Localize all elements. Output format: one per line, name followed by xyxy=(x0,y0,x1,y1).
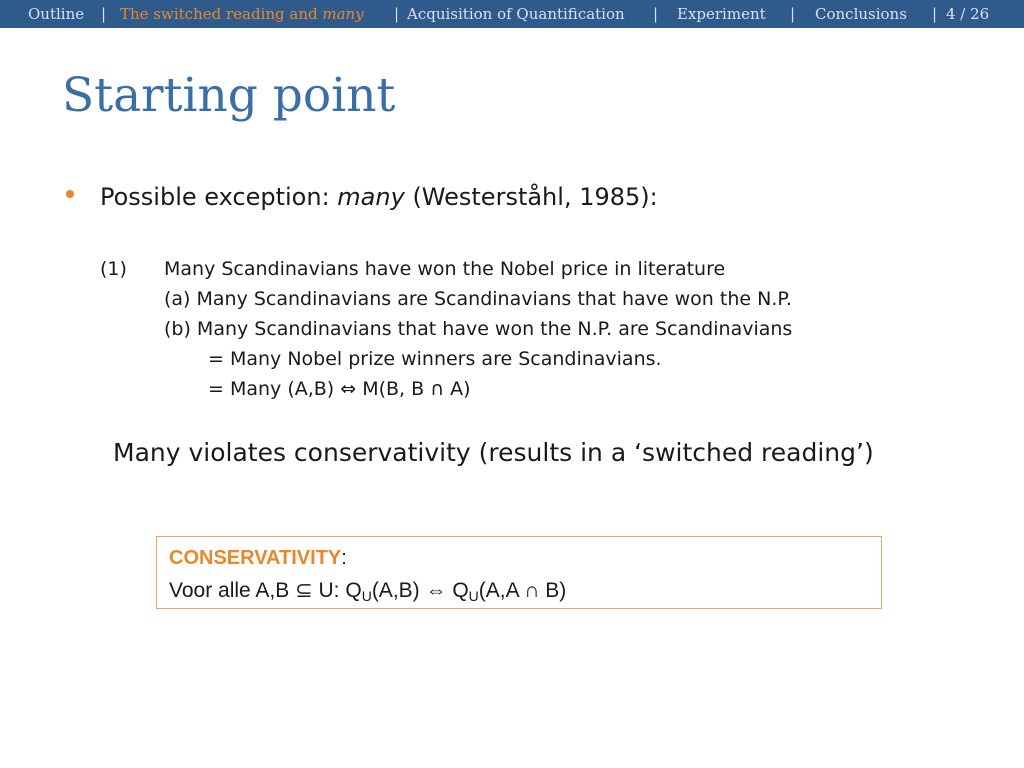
definition-sub-1: U xyxy=(361,588,372,604)
nav-item-outline[interactable]: Outline xyxy=(28,5,85,23)
definition-part-3: (A,A ∩ B) xyxy=(478,579,567,602)
definition-sub-2: U xyxy=(468,588,479,604)
definition-box xyxy=(156,536,882,609)
bullet-text xyxy=(100,183,658,211)
definition-part-1: Voor alle A,B ⊆ U: Q xyxy=(169,579,362,602)
page-counter: 4 / 26 xyxy=(946,5,990,23)
conservativity-claim: Many violates conservativity (results in a ‘switched reading’) xyxy=(113,438,874,467)
definition-formula xyxy=(169,578,566,603)
definition-part-2: (A,B) ⇔ Q xyxy=(371,579,469,602)
bullet-emphasis: many xyxy=(337,183,405,211)
nav-separator: | xyxy=(932,5,938,23)
definition-colon: : xyxy=(341,547,347,569)
section-navbar xyxy=(0,0,1024,28)
nav-switched-prefix: The switched reading and xyxy=(120,5,318,23)
example-sentence: Many Scandinavians have won the Nobel price in literature xyxy=(164,258,726,280)
nav-separator: | xyxy=(394,5,400,23)
nav-item-conclusions[interactable]: Conclusions xyxy=(815,5,907,23)
reading-b: (b) Many Scandinavians that have won the N.P. are Scandinavians xyxy=(164,318,793,340)
nav-item-experiment[interactable]: Experiment xyxy=(677,5,766,23)
slide-title: Starting point xyxy=(62,68,396,123)
nav-item-switched-reading[interactable] xyxy=(120,5,364,23)
nav-separator: | xyxy=(101,5,107,23)
bullet-icon xyxy=(66,190,74,198)
formula: = Many (A,B) ⇔ M(B, B ∩ A) xyxy=(208,378,471,400)
reading-a: (a) Many Scandinavians are Scandinavians that have won the N.P. xyxy=(164,288,792,310)
definition-keyword: CONSERVATIVITY xyxy=(169,547,342,569)
nav-switched-many: many xyxy=(322,5,364,23)
bullet-suffix: (Westerståhl, 1985): xyxy=(412,183,658,211)
nav-separator: | xyxy=(653,5,659,23)
definition-heading xyxy=(169,547,347,570)
example-number: (1) xyxy=(100,258,127,280)
bullet-prefix: Possible exception: xyxy=(100,183,330,211)
nav-item-acquisition[interactable]: Acquisition of Quantification xyxy=(407,5,625,23)
nav-separator: | xyxy=(790,5,796,23)
paraphrase: = Many Nobel prize winners are Scandinavians. xyxy=(208,348,662,370)
